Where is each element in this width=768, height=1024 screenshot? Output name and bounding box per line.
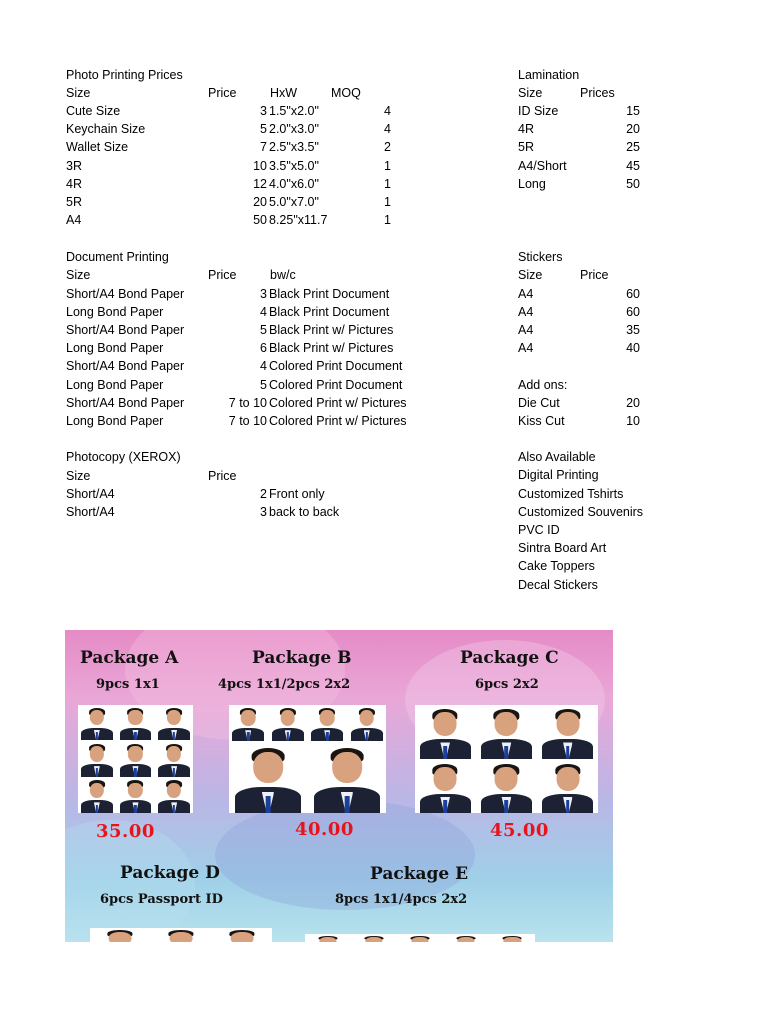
table-cell-moq: 1	[384, 177, 391, 191]
photo-1x1	[348, 705, 387, 741]
col-header-size: Size	[66, 268, 91, 282]
table-cell-size: Long Bond Paper	[66, 341, 164, 355]
photo-1x1	[78, 778, 116, 813]
table-cell-size: Cute Size	[66, 104, 121, 118]
photo-1x1	[351, 934, 396, 942]
package-d-photos	[90, 928, 272, 942]
table-cell-price: 2	[260, 487, 267, 501]
table-cell-size: Long	[518, 177, 546, 191]
col-header-bwc: bw/c	[270, 268, 296, 282]
package-e-photos	[305, 934, 535, 942]
photo-1x1	[78, 741, 116, 776]
table-cell-price: 60	[626, 287, 640, 301]
table-cell-size: 3R	[66, 159, 82, 173]
table-cell-moq: 4	[384, 122, 391, 136]
table-cell-hxw: 2.5"x3.5"	[269, 140, 319, 154]
table-cell-moq: 1	[384, 213, 391, 227]
also-available-title: Also Available	[518, 450, 596, 464]
photocopy-title: Photocopy (XEROX)	[66, 450, 181, 464]
table-cell-price: 20	[626, 396, 640, 410]
table-cell-price: 45	[626, 159, 640, 173]
table-cell-name: Kiss Cut	[518, 414, 565, 428]
table-cell-price: 4	[260, 359, 267, 373]
also-available-section	[518, 449, 644, 599]
table-cell-size: Keychain Size	[66, 122, 146, 136]
table-cell-size: 5R	[66, 195, 82, 209]
col-header-size: Size	[66, 469, 91, 483]
photo-1x1	[117, 705, 155, 740]
col-header-size: Size	[518, 86, 543, 100]
table-cell-size: A4	[518, 341, 534, 355]
table-cell-price: 15	[626, 104, 640, 118]
table-cell-size: Short/A4 Bond Paper	[66, 287, 185, 301]
table-cell-moq: 1	[384, 159, 391, 173]
list-item: Digital Printing	[518, 468, 599, 482]
photo-passport	[151, 928, 211, 942]
lamination-title: Lamination	[518, 68, 580, 82]
table-cell-size: A4	[518, 287, 534, 301]
photo-1x1	[305, 934, 350, 942]
package-poster	[65, 630, 613, 942]
table-cell-moq: 2	[384, 140, 391, 154]
table-cell-type: Colored Print w/ Pictures	[269, 396, 407, 410]
table-cell-price: 50	[253, 213, 267, 227]
table-cell-size: Short/A4	[66, 505, 115, 519]
photo-passport	[90, 928, 150, 942]
table-cell-price: 40	[626, 341, 640, 355]
table-cell-type: Black Print w/ Pictures	[269, 323, 394, 337]
table-cell-type: Black Print w/ Pictures	[269, 341, 394, 355]
photo-2x2	[229, 742, 307, 813]
col-header-hxw: HxW	[270, 86, 298, 100]
photo-1x1	[155, 741, 193, 776]
table-cell-price: 7	[260, 140, 267, 154]
table-cell-type: Black Print Document	[269, 287, 390, 301]
list-item: Customized Souvenirs	[518, 505, 644, 519]
photo-1x1	[397, 934, 442, 942]
table-cell-type: Black Print Document	[269, 305, 390, 319]
table-cell-price: 7 to 10	[228, 396, 267, 410]
table-cell-price: 20	[626, 122, 640, 136]
package-a-title: Package A	[80, 648, 179, 668]
table-cell-price: 5	[260, 323, 267, 337]
table-cell-size: A4	[518, 305, 534, 319]
photo-2x2	[476, 705, 536, 759]
photo-1x1	[155, 705, 193, 740]
table-cell-size: ID Size	[518, 104, 559, 118]
photo-2x2	[308, 742, 386, 813]
list-item: Cake Toppers	[518, 559, 595, 573]
table-cell-price: 3	[260, 104, 267, 118]
table-cell-price: 3	[260, 505, 267, 519]
col-header-size: Size	[66, 86, 91, 100]
photo-2x2	[476, 760, 536, 814]
table-cell-type: back to back	[269, 505, 340, 519]
package-e-title: Package E	[370, 864, 469, 884]
table-cell-size: A4/Short	[518, 159, 567, 173]
package-a-photos	[78, 705, 193, 813]
package-d-title: Package D	[120, 863, 220, 883]
table-cell-hxw: 4.0"x6.0"	[269, 177, 319, 191]
package-a-desc: 9pcs 1x1	[96, 677, 160, 692]
photo-1x1	[308, 705, 347, 741]
table-cell-type: Colored Print w/ Pictures	[269, 414, 407, 428]
table-cell-price: 7 to 10	[228, 414, 267, 428]
list-item: Sintra Board Art	[518, 541, 607, 555]
col-header-price: Price	[208, 469, 237, 483]
table-cell-size: Long Bond Paper	[66, 305, 164, 319]
table-cell-price: 5	[260, 122, 267, 136]
table-cell-type: Front only	[269, 487, 325, 501]
table-cell-hxw: 1.5"x2.0"	[269, 104, 319, 118]
table-cell-price: 3	[260, 287, 267, 301]
table-cell-size: Short/A4 Bond Paper	[66, 396, 185, 410]
col-header-prices: Prices	[580, 86, 615, 100]
table-cell-price: 50	[626, 177, 640, 191]
table-cell-moq: 4	[384, 104, 391, 118]
table-cell-size: Short/A4 Bond Paper	[66, 323, 185, 337]
table-cell-size: 5R	[518, 140, 534, 154]
table-cell-size: Short/A4 Bond Paper	[66, 359, 185, 373]
photo-2x2	[538, 705, 598, 759]
photo-passport	[212, 928, 272, 942]
package-c-title: Package C	[460, 648, 559, 668]
photo-1x1	[444, 934, 489, 942]
package-b-1x1-row	[229, 705, 386, 741]
package-b-price: 40.00	[295, 819, 354, 840]
table-cell-price: 60	[626, 305, 640, 319]
table-cell-hxw: 2.0"x3.0"	[269, 122, 319, 136]
photo-1x1	[78, 705, 116, 740]
table-cell-moq: 1	[384, 195, 391, 209]
table-cell-size: 4R	[66, 177, 82, 191]
photo-2x2	[538, 760, 598, 814]
package-b-title: Package B	[252, 648, 352, 668]
table-cell-price: 10	[626, 414, 640, 428]
table-cell-type: Colored Print Document	[269, 378, 403, 392]
col-header-price: Price	[208, 268, 237, 282]
table-cell-name: Die Cut	[518, 396, 560, 410]
package-b-desc: 4pcs 1x1/2pcs 2x2	[218, 677, 351, 692]
table-cell-size: 4R	[518, 122, 534, 136]
table-cell-size: Long Bond Paper	[66, 414, 164, 428]
stickers-title: Stickers	[518, 250, 563, 264]
package-a-price: 35.00	[96, 821, 155, 842]
list-item: Decal Stickers	[518, 578, 598, 592]
package-c-photos	[415, 705, 598, 813]
table-cell-price: 4	[260, 305, 267, 319]
table-cell-hxw: 3.5"x5.0"	[269, 159, 319, 173]
table-cell-size: A4	[518, 323, 534, 337]
table-cell-price: 6	[260, 341, 267, 355]
photo-printing-title: Photo Printing Prices	[66, 68, 183, 82]
photo-1x1	[229, 705, 268, 741]
table-cell-type: Colored Print Document	[269, 359, 403, 373]
package-c-price: 45.00	[490, 820, 549, 841]
col-header-price: Price	[580, 268, 609, 282]
list-item: Customized Tshirts	[518, 487, 624, 501]
package-c-desc: 6pcs 2x2	[475, 677, 539, 692]
table-cell-price: 12	[253, 177, 267, 191]
col-header-price: Price	[208, 86, 237, 100]
table-cell-price: 25	[626, 140, 640, 154]
package-e-desc: 8pcs 1x1/4pcs 2x2	[335, 892, 468, 907]
table-cell-size: Wallet Size	[66, 140, 129, 154]
table-cell-price: 5	[260, 378, 267, 392]
table-cell-hxw: 8.25"x11.7	[269, 213, 328, 227]
photo-1x1	[490, 934, 535, 942]
photo-1x1	[269, 705, 308, 741]
table-cell-price: 35	[626, 323, 640, 337]
list-item: PVC ID	[518, 523, 560, 537]
col-header-moq: MOQ	[331, 86, 361, 100]
table-cell-size: Long Bond Paper	[66, 378, 164, 392]
photo-1x1	[117, 778, 155, 813]
document-printing-title: Document Printing	[66, 250, 169, 264]
table-cell-hxw: 5.0"x7.0"	[269, 195, 319, 209]
table-cell-price: 20	[253, 195, 267, 209]
table-cell-size: A4	[66, 213, 82, 227]
col-header-size: Size	[518, 268, 543, 282]
photo-1x1	[155, 778, 193, 813]
package-b-photos	[229, 705, 386, 813]
table-cell-price: 10	[253, 159, 267, 173]
add-ons-title: Add ons:	[518, 378, 568, 392]
table-cell-size: Short/A4	[66, 487, 115, 501]
photo-2x2	[415, 705, 475, 759]
package-d-desc: 6pcs Passport ID	[100, 892, 223, 907]
photo-1x1	[117, 741, 155, 776]
photo-2x2	[415, 760, 475, 814]
